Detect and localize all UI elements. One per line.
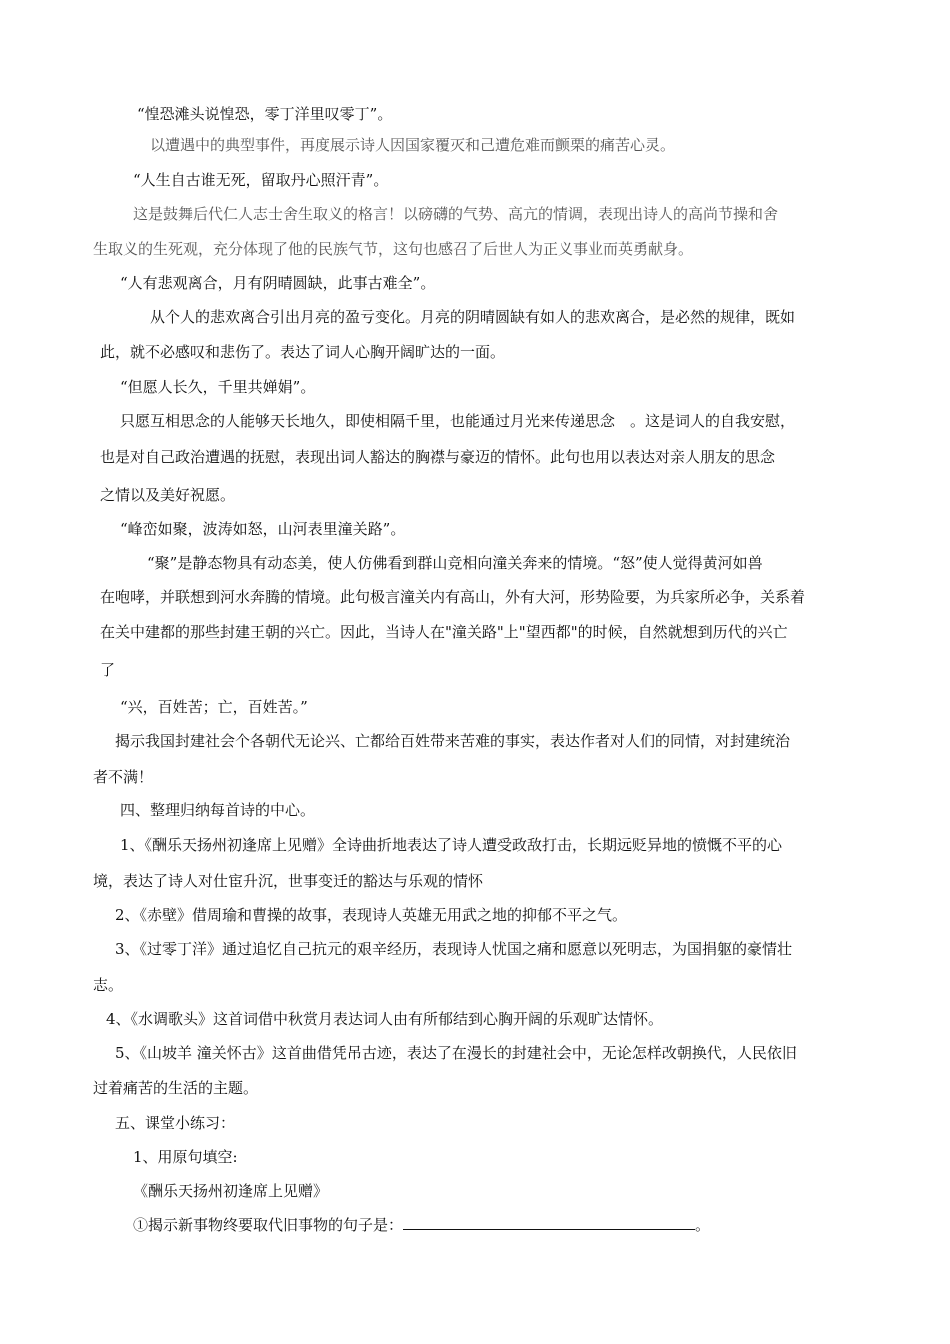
quote-line-5: “峰峦如聚，波涛如怒，山河表里潼关路”。	[120, 520, 406, 538]
explanation-4-line-2: 也是对自己政治遭遇的抚慰，表现出词人豁达的胸襟与豪迈的情怀。此句也用以表达对亲人朋友的思念	[100, 448, 776, 466]
section-five-heading: 五、课堂小练习：	[115, 1114, 236, 1132]
explanation-2-line-1: 这是鼓舞后代仁人志士舍生取义的格言！以磅礴的气势、高亢的情调，表现出诗人的高尚节操和舍	[133, 205, 779, 223]
quote-line-6: “兴，百姓苦；亡，百姓苦。”	[120, 698, 308, 716]
summary-3-line-1: 3、《过零丁洋》通过追忆自己抗元的艰辛经历，表现诗人忧国之痛和愿意以死明志，为国捐躯的豪情壮	[115, 940, 793, 958]
quote-line-1: “惶恐滩头说惶恐，零丁洋里叹零丁”。	[137, 105, 393, 123]
summary-5-line-1: 5、《山坡羊 潼关怀古》这首曲借凭吊古迹，表达了在漫长的封建社会中，无论怎样改朝换代，人民依旧	[115, 1044, 797, 1062]
section-four-heading: 四、整理归纳每首诗的中心。	[120, 801, 316, 819]
summary-3-line-2: 志。	[93, 976, 124, 994]
quote-line-3: “人有悲观离合，月有阴晴圆缺，此事古难全”。	[120, 274, 436, 292]
summary-1-line-2: 境，表达了诗人对仕宦升沉，世事变迁的豁达与乐观的情怀	[93, 872, 484, 890]
quote-line-2: “人生自古谁无死，留取丹心照汗青”。	[133, 171, 389, 189]
explanation-6-line-1: 揭示我国封建社会个各朝代无论兴、亡都给百姓带来苦难的事实，表达作者对人们的同情，对封建统治	[115, 732, 791, 750]
explanation-2-line-2: 生取义的生死观，充分体现了他的民族气节，这句也感召了后世人为正义事业而英勇献身。	[93, 240, 694, 258]
exercise-poem-title: 《酬乐天扬州初逢席上见赠》	[133, 1182, 329, 1200]
summary-4: 4、《水调歌头》这首词借中秋赏月表达词人由有所郁结到心胸开阔的乐观旷达情怀。	[106, 1010, 664, 1028]
explanation-5-line-1: “聚”是静态物具有动态美，使人仿佛看到群山竞相向潼关奔来的情境。“怒”使人觉得黄河如兽	[147, 554, 763, 572]
summary-5-line-2: 过着痛苦的生活的主题。	[93, 1079, 259, 1097]
explanation-3-line-1: 从个人的悲欢离合引出月亮的盈亏变化。月亮的阴晴圆缺有如人的悲欢离合，是必然的规律，既如	[150, 308, 796, 326]
exercise-question-1-text: ①揭示新事物终要取代旧事物的句子是：	[133, 1216, 404, 1234]
explanation-6-line-2: 者不满！	[93, 768, 154, 786]
summary-1-line-1: 1、《酬乐天扬州初逢席上见赠》全诗曲折地表达了诗人遭受政敌打击，长期远贬异地的愤慨不平的心	[120, 836, 783, 854]
summary-2: 2、《赤壁》借周瑜和曹操的故事，表现诗人英雄无用武之地的抑郁不平之气。	[115, 906, 628, 924]
explanation-1: 以遭遇中的典型事件，再度展示诗人因国家覆灭和己遭危难而颤栗的痛苦心灵。	[150, 136, 676, 154]
explanation-5-line-2: 在咆哮，并联想到河水奔腾的情境。此句极言潼关内有高山，外有大河，形势险要，为兵家所必争，关系着	[100, 588, 806, 606]
exercise-question-1	[133, 1215, 710, 1235]
explanation-4-line-1: 只愿互相思念的人能够天长地久，即使相隔千里，也能通过月光来传递思念 。这是词人的自我安慰，	[120, 412, 796, 430]
explanation-5-line-4: 了	[100, 661, 116, 679]
explanation-4-line-3: 之情以及美好祝愿。	[100, 486, 236, 504]
explanation-3-line-2: 此，就不必感叹和悲伤了。表达了词人心胸开阔旷达的一面。	[100, 343, 506, 361]
quote-line-4: “但愿人长久，千里共婵娟”。	[120, 378, 316, 396]
answer-blank[interactable]	[403, 1215, 695, 1230]
exercise-1-heading: 1、用原句填空:	[133, 1148, 238, 1166]
explanation-5-line-3: 在关中建都的那些封建王朝的兴亡。因此，当诗人在"潼关路"上"望西都"的时候，自然就想到历代的兴亡	[100, 623, 788, 641]
exercise-question-1-end: 。	[695, 1216, 711, 1234]
